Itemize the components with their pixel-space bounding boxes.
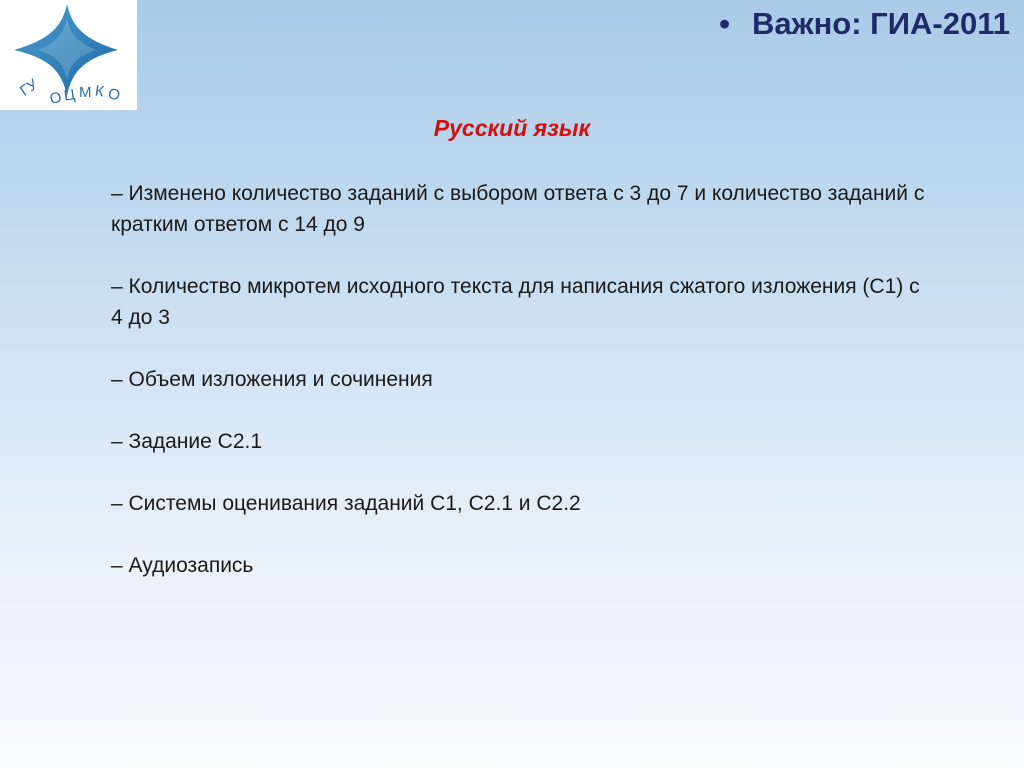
logo-mark: ГУ [16,75,42,100]
logo-letter: К [93,82,105,101]
title-bullet: • [719,6,730,41]
change-item-volume: – Объем изложения и сочинения [111,368,433,391]
diamond-star-icon [0,0,137,110]
title-text: Важно: ГИА-2011 [751,6,1010,41]
change-item-task-count: – Изменено количество заданий с выбором ответа с 3 до 7 и количество заданий с кратким ответом с 14 до 9 [111,182,925,236]
logo-letter: Ц [62,86,77,105]
subject-title: Русский язык [433,115,591,141]
change-item-microtopics: – Количество микротем исходного текста для написания сжатого изложения (С1) с 4 до 3 [111,275,920,329]
logo-letter: О [47,88,64,108]
change-item-audio: – Аудиозапись [111,554,254,577]
change-item-task-c21: – Задание С2.1 [111,430,263,453]
change-item-grading: – Системы оценивания заданий С1, С2.1 и С2.2 [111,492,581,515]
changes-list [111,178,931,612]
slide-title [719,6,1010,42]
logo-letter: М [79,84,92,101]
logo-letter: О [105,84,122,105]
logo [0,0,137,110]
